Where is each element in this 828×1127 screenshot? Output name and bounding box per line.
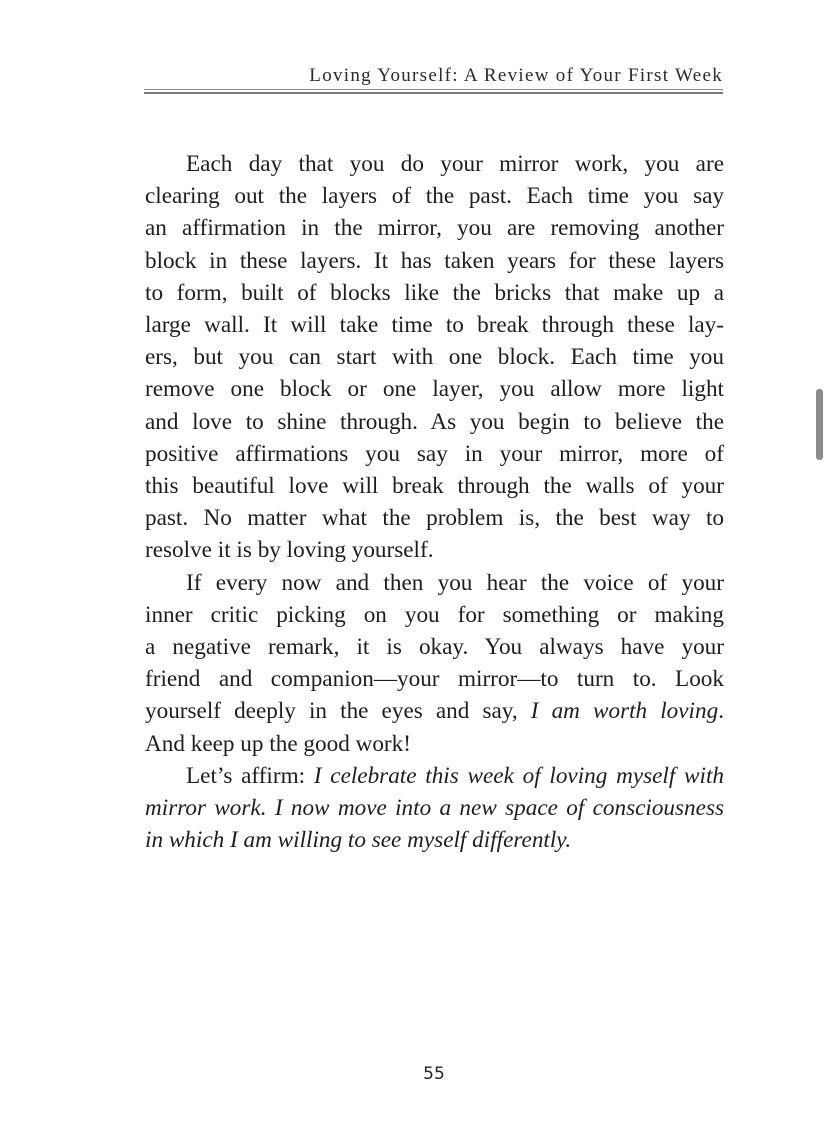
text-line	[145, 760, 724, 792]
italic-affirmation: I celebrate this week of loving myself with	[313, 762, 724, 789]
text-line: If every now and then you hear the voice of your	[186, 569, 724, 596]
paragraph-2	[145, 567, 724, 760]
text-line: large wall. It will take time to break through these lay-	[145, 312, 724, 339]
text-line: remove one block or one layer, you allow more light	[145, 376, 724, 403]
text-line: and love to shine through. As you begin to believe the	[145, 408, 724, 435]
running-head: Loving Yourself: A Review of Your First Week	[309, 65, 723, 86]
text-line: And keep up the good work!	[145, 730, 411, 757]
paragraph-3-affirmation	[145, 760, 724, 857]
header-rule-bottom	[144, 92, 723, 94]
text-line: past. No matter what the problem is, the best way to	[145, 505, 724, 532]
text-line: to form, built of blocks like the bricks that make up a	[145, 279, 724, 306]
plain-text: yourself deeply in the eyes and say,	[145, 698, 531, 725]
text-line: resolve it is by loving yourself.	[145, 537, 434, 564]
plain-text: Let’s affirm:	[186, 762, 314, 789]
paragraph-1	[145, 148, 724, 567]
text-line: Each day that you do your mirror work, you are	[186, 151, 724, 177]
text-line: block in these layers. It has taken years for these layers	[145, 247, 724, 274]
italic-affirmation: in which I am willing to see myself differently.	[145, 827, 572, 854]
text-line: ers, but you can start with one block. Each time you	[145, 344, 724, 371]
text-line: a negative remark, it is okay. You always have your	[145, 634, 724, 661]
text-line: clearing out the layers of the past. Each time you say	[145, 183, 724, 210]
body-text	[145, 148, 724, 856]
plain-text: .	[718, 698, 724, 725]
scrollbar-thumb[interactable]	[816, 389, 823, 460]
text-line: positive affirmations you say in your mirror, more of	[145, 440, 724, 467]
text-line: this beautiful love will break through the walls of your	[145, 473, 724, 500]
text-line: an affirmation in the mirror, you are removing another	[145, 215, 724, 242]
text-line	[145, 792, 724, 824]
italic-affirmation: I am worth loving	[530, 698, 719, 725]
text-line: inner critic picking on you for something or making	[145, 601, 724, 628]
header-rule-top	[144, 89, 723, 90]
italic-affirmation: mirror work. I now move into a new space of consciousness	[145, 795, 724, 822]
text-line	[145, 695, 724, 727]
page-number: 55	[423, 1064, 445, 1084]
text-line	[145, 824, 724, 856]
text-line: friend and companion—your mirror—to turn to. Look	[145, 666, 724, 693]
